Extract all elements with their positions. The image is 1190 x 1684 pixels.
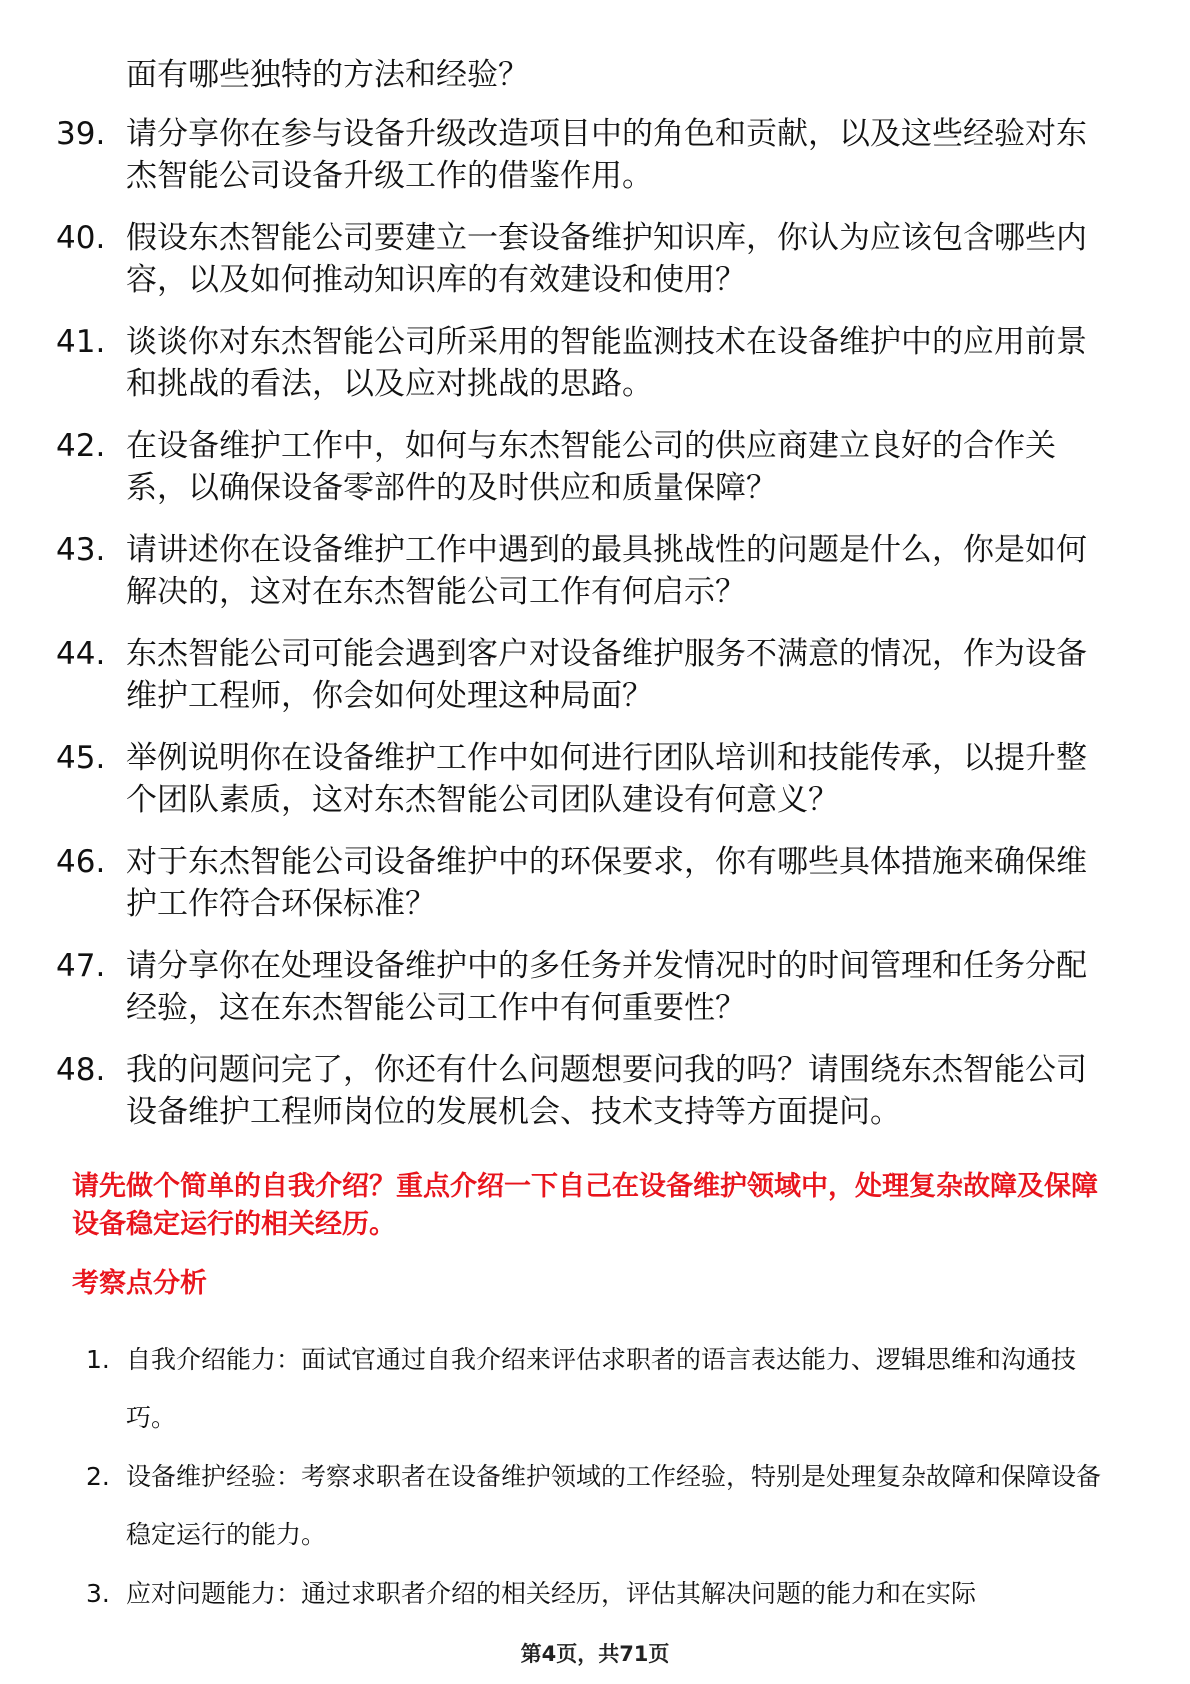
question-item xyxy=(56,841,1116,925)
analysis-list xyxy=(86,1331,1121,1624)
question-number: 42. xyxy=(56,428,106,464)
question-text: 假设东杰智能公司要建立一套设备维护知识库，你认为应该包含哪些内容，以及如何推动知识库的有效建设和使用？ xyxy=(126,220,1087,298)
analysis-item xyxy=(86,1331,1121,1447)
question-text: 对于东杰智能公司设备维护中的环保要求，你有哪些具体措施来确保维护工作符合环保标准？ xyxy=(126,844,1087,922)
question-number: 45. xyxy=(56,740,106,776)
question-text: 谈谈你对东杰智能公司所采用的智能监测技术在设备维护中的应用前景和挑战的看法，以及应对挑战的思路。 xyxy=(126,324,1087,402)
question-text: 请分享你在处理设备维护中的多任务并发情况时的时间管理和任务分配经验，这在东杰智能公司工作中有何重要性？ xyxy=(126,948,1087,1026)
question-number: 44. xyxy=(56,636,106,672)
question-text: 举例说明你在设备维护工作中如何进行团队培训和技能传承，以提升整个团队素质，这对东杰智能公司团队建设有何意义？ xyxy=(126,740,1087,818)
question-item xyxy=(56,737,1116,821)
question-continuation: 面有哪些独特的方法和经验？ xyxy=(126,57,529,93)
question-item xyxy=(56,217,1116,301)
question-item xyxy=(56,945,1116,1029)
analysis-item xyxy=(86,1448,1121,1564)
analysis-text: 设备维护经验：考察求职者在设备维护领域的工作经验，特别是处理复杂故障和保障设备稳定运行的能力。 xyxy=(126,1462,1102,1549)
analysis-number: 1. xyxy=(86,1345,110,1374)
analysis-heading: 考察点分析 xyxy=(72,1268,207,1299)
question-item xyxy=(56,321,1116,405)
analysis-text: 应对问题能力：通过求职者介绍的相关经历，评估其解决问题的能力和在实际 xyxy=(126,1579,977,1608)
question-number: 39. xyxy=(56,116,106,152)
question-text: 请分享你在参与设备升级改造项目中的角色和贡献，以及这些经验对东杰智能公司设备升级工作的借鉴作用。 xyxy=(126,116,1087,194)
question-item xyxy=(56,633,1116,717)
question-text: 请讲述你在设备维护工作中遇到的最具挑战性的问题是什么，你是如何解决的，这对在东杰智能公司工作有何启示？ xyxy=(126,532,1087,610)
analysis-number: 3. xyxy=(86,1579,110,1608)
highlight-question-heading: 请先做个简单的自我介绍？重点介绍一下自己在设备维护领域中，处理复杂故障及保障设备稳定运行的相关经历。 xyxy=(72,1171,1098,1240)
question-list xyxy=(56,113,1116,1153)
question-number: 41. xyxy=(56,324,106,360)
question-item xyxy=(56,425,1116,509)
question-text: 我的问题问完了，你还有什么问题想要问我的吗？请围绕东杰智能公司设备维护工程师岗位的发展机会、技术支持等方面提问。 xyxy=(126,1052,1087,1130)
question-number: 47. xyxy=(56,948,106,984)
analysis-item xyxy=(86,1565,1121,1623)
question-text: 东杰智能公司可能会遇到客户对设备维护服务不满意的情况，作为设备维护工程师，你会如何处理这种局面？ xyxy=(126,636,1087,714)
analysis-number: 2. xyxy=(86,1462,110,1491)
question-number: 43. xyxy=(56,532,106,568)
question-item xyxy=(56,113,1116,197)
question-number: 46. xyxy=(56,844,106,880)
question-number: 48. xyxy=(56,1052,106,1088)
question-item xyxy=(56,1049,1116,1133)
question-text: 在设备维护工作中，如何与东杰智能公司的供应商建立良好的合作关系，以确保设备零部件的及时供应和质量保障？ xyxy=(126,428,1056,506)
question-item xyxy=(56,529,1116,613)
analysis-text: 自我介绍能力：面试官通过自我介绍来评估求职者的语言表达能力、逻辑思维和沟通技巧。 xyxy=(126,1345,1077,1432)
page-footer: 第4页，共71页 xyxy=(520,1642,670,1666)
question-number: 40. xyxy=(56,220,106,256)
